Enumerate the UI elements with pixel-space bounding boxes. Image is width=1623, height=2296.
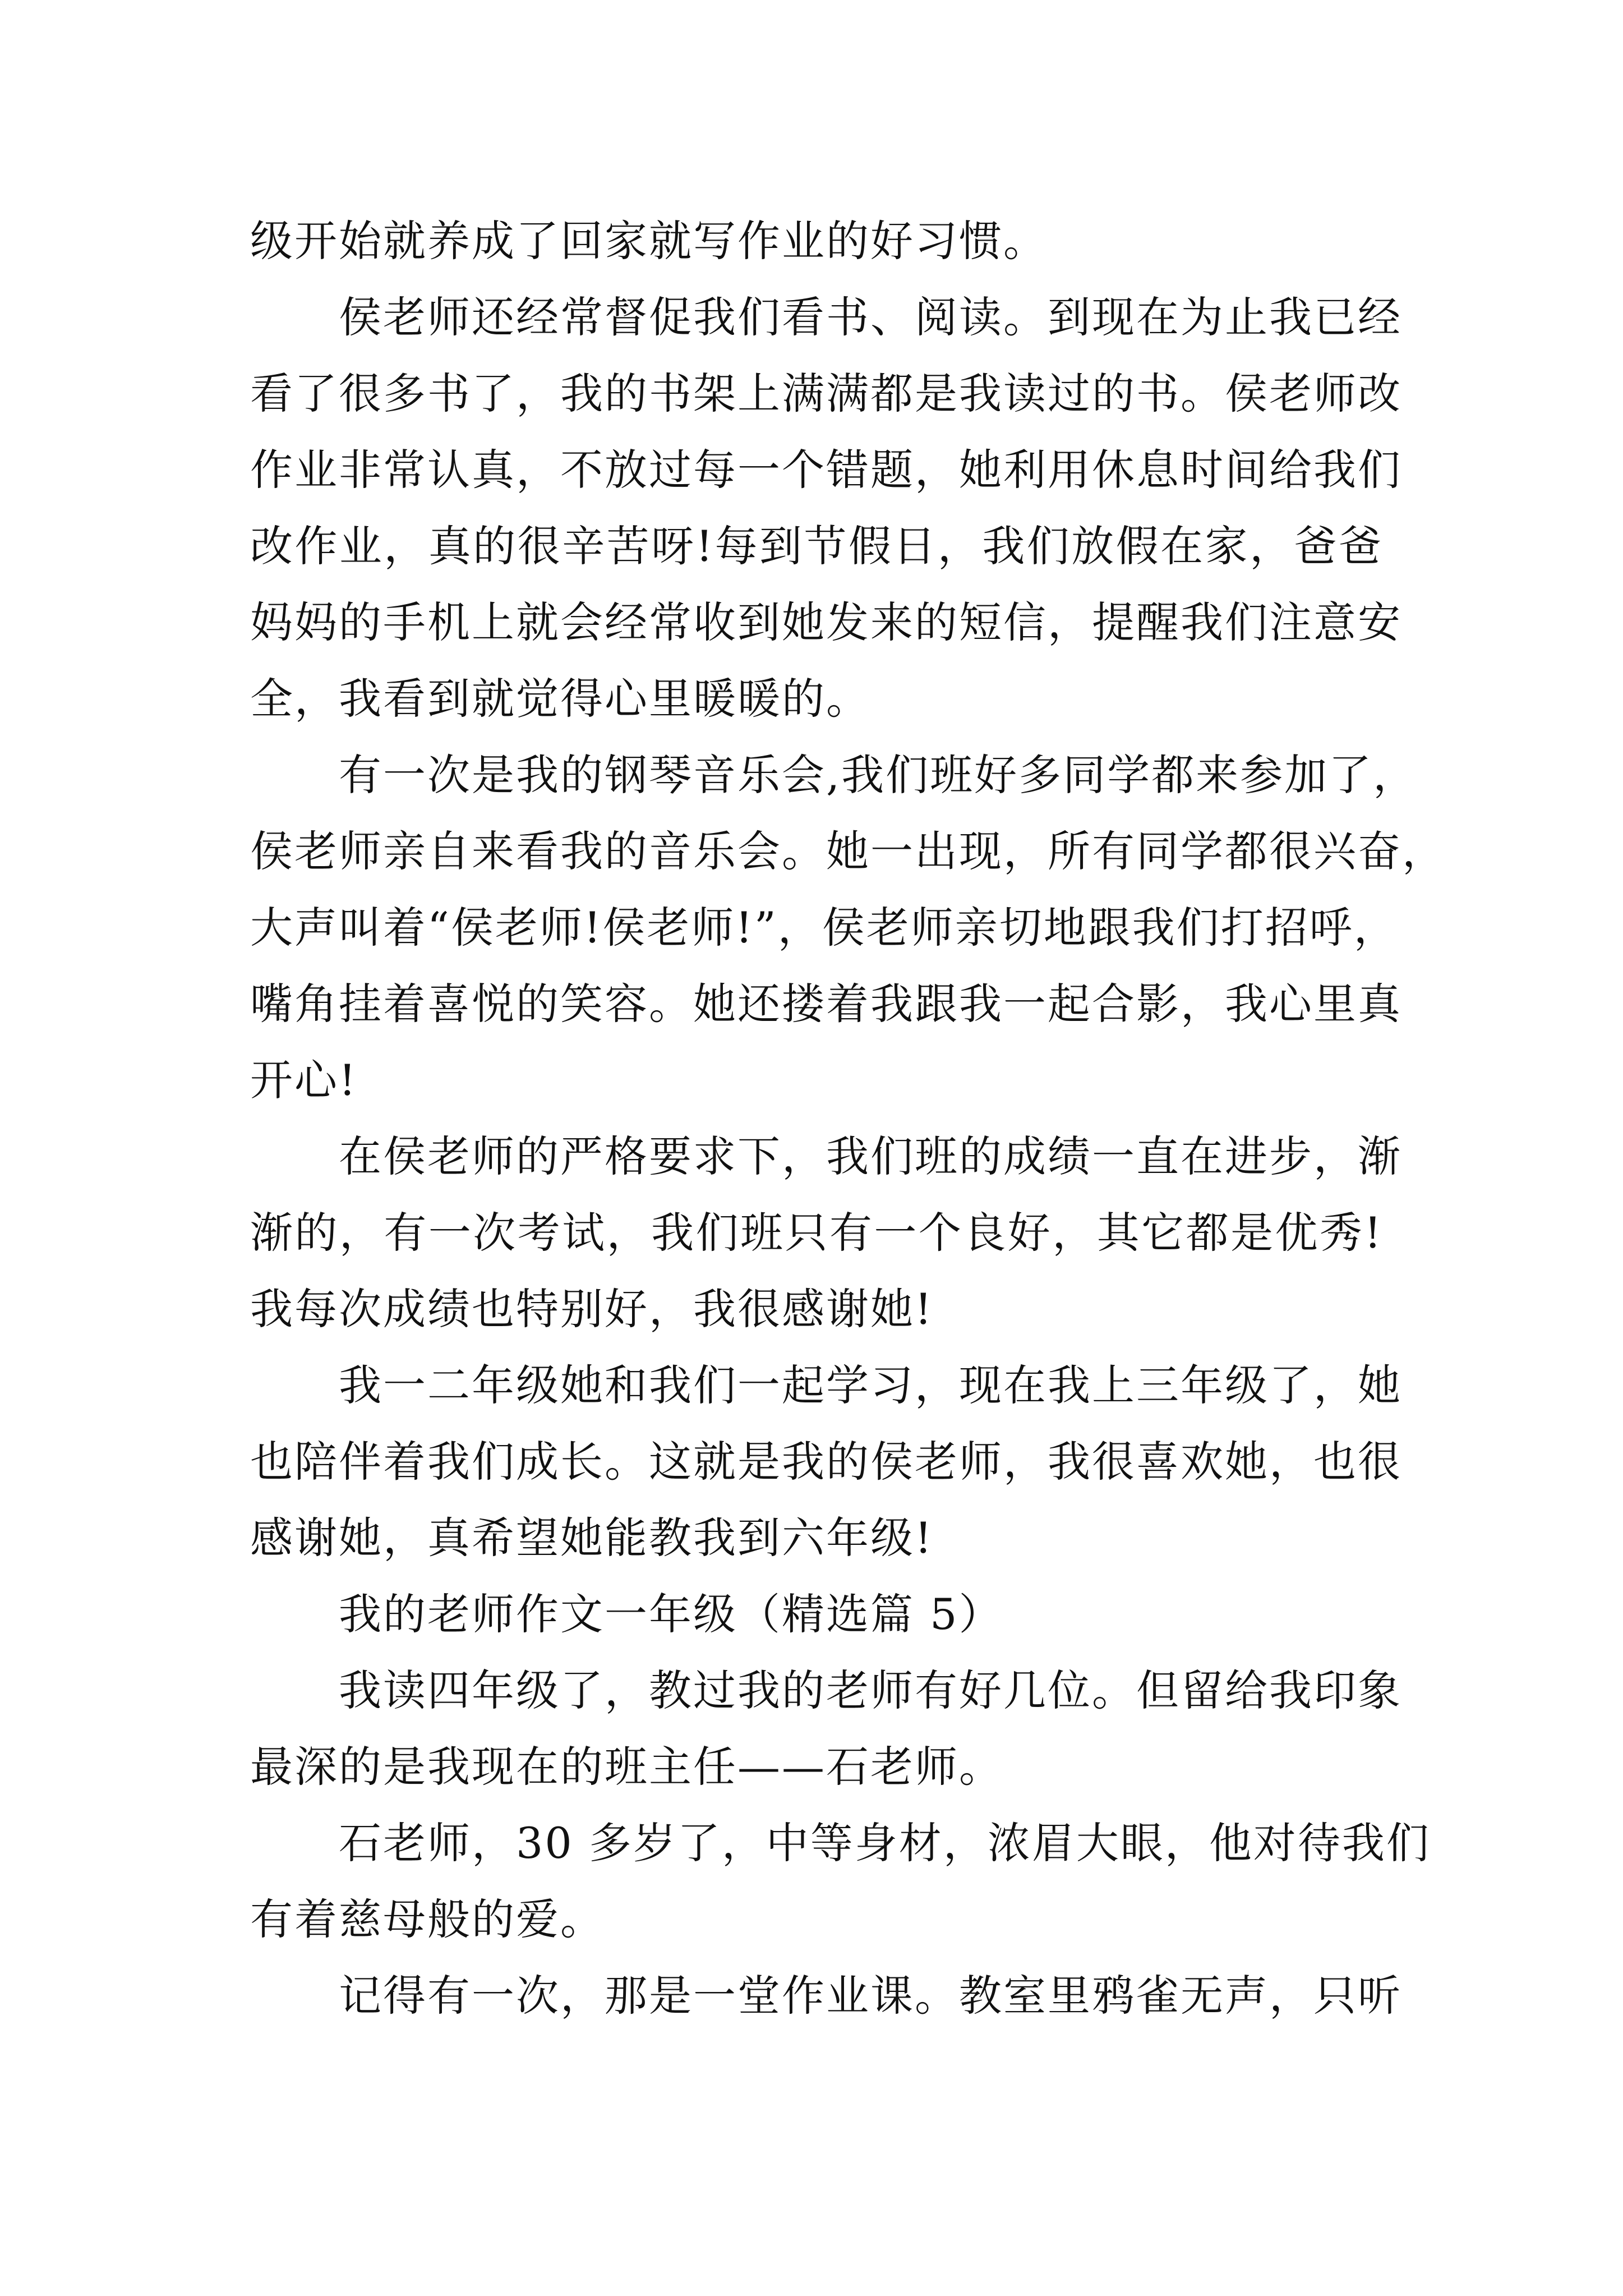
text-line: 我的老师作文一年级（精选篇 5） [339, 1589, 1003, 1639]
text-line: 改作业，真的很辛苦呀!每到节假日，我们放假在家，爸爸 [250, 521, 1383, 571]
text-line: 在侯老师的严格要求下，我们班的成绩一直在进步，渐 [339, 1131, 1402, 1181]
text-line: 记得有一次，那是一堂作业课。教室里鸦雀无声，只听 [339, 1971, 1402, 2021]
text-line: 开心! [250, 1055, 358, 1105]
text-line: 大声叫着“侯老师!侯老师!”，侯老师亲切地跟我们打招呼， [250, 903, 1398, 953]
text-line: 有着慈母般的爱。 [250, 1894, 605, 1944]
text-line: 侯老师亲自来看我的音乐会。她一出现，所有同学都很兴奋， [250, 826, 1446, 876]
text-line: 妈妈的手机上就会经常收到她发来的短信，提醒我们注意安 [250, 597, 1402, 647]
text-line: 有一次是我的钢琴音乐会,我们班好多同学都来参加了， [339, 750, 1418, 800]
text-line: 我一二年级她和我们一起学习，现在我上三年级了，她 [339, 1360, 1402, 1410]
text-line: 嘴角挂着喜悦的笑容。她还搂着我跟我一起合影，我心里真 [250, 979, 1402, 1029]
text-line: 感谢她，真希望她能教我到六年级! [250, 1513, 934, 1563]
text-line: 级开始就养成了回家就写作业的好习惯。 [250, 216, 1048, 266]
text-line: 也陪伴着我们成长。这就是我的侯老师，我很喜欢她，也很 [250, 1437, 1402, 1487]
document-body [250, 203, 1446, 2034]
text-line: 看了很多书了，我的书架上满满都是我读过的书。侯老师改 [250, 369, 1402, 418]
text-line: 作业非常认真，不放过每一个错题，她利用休息时间给我们 [250, 445, 1402, 495]
text-line: 最深的是我现在的班主任——石老师。 [250, 1742, 1003, 1792]
text-line: 石老师，30 多岁了，中等身材，浓眉大眼，他对待我们 [339, 1818, 1431, 1868]
text-line: 全，我看到就觉得心里暖暖的。 [250, 674, 870, 724]
text-line: 渐的，有一次考试，我们班只有一个良好，其它都是优秀! [250, 1208, 1383, 1258]
text-line: 我每次成绩也特别好，我很感谢她! [250, 1284, 934, 1334]
text-line: 我读四年级了，教过我的老师有好几位。但留给我印象 [339, 1665, 1402, 1715]
text-line: 侯老师还经常督促我们看书、阅读。到现在为止我已经 [339, 292, 1402, 342]
